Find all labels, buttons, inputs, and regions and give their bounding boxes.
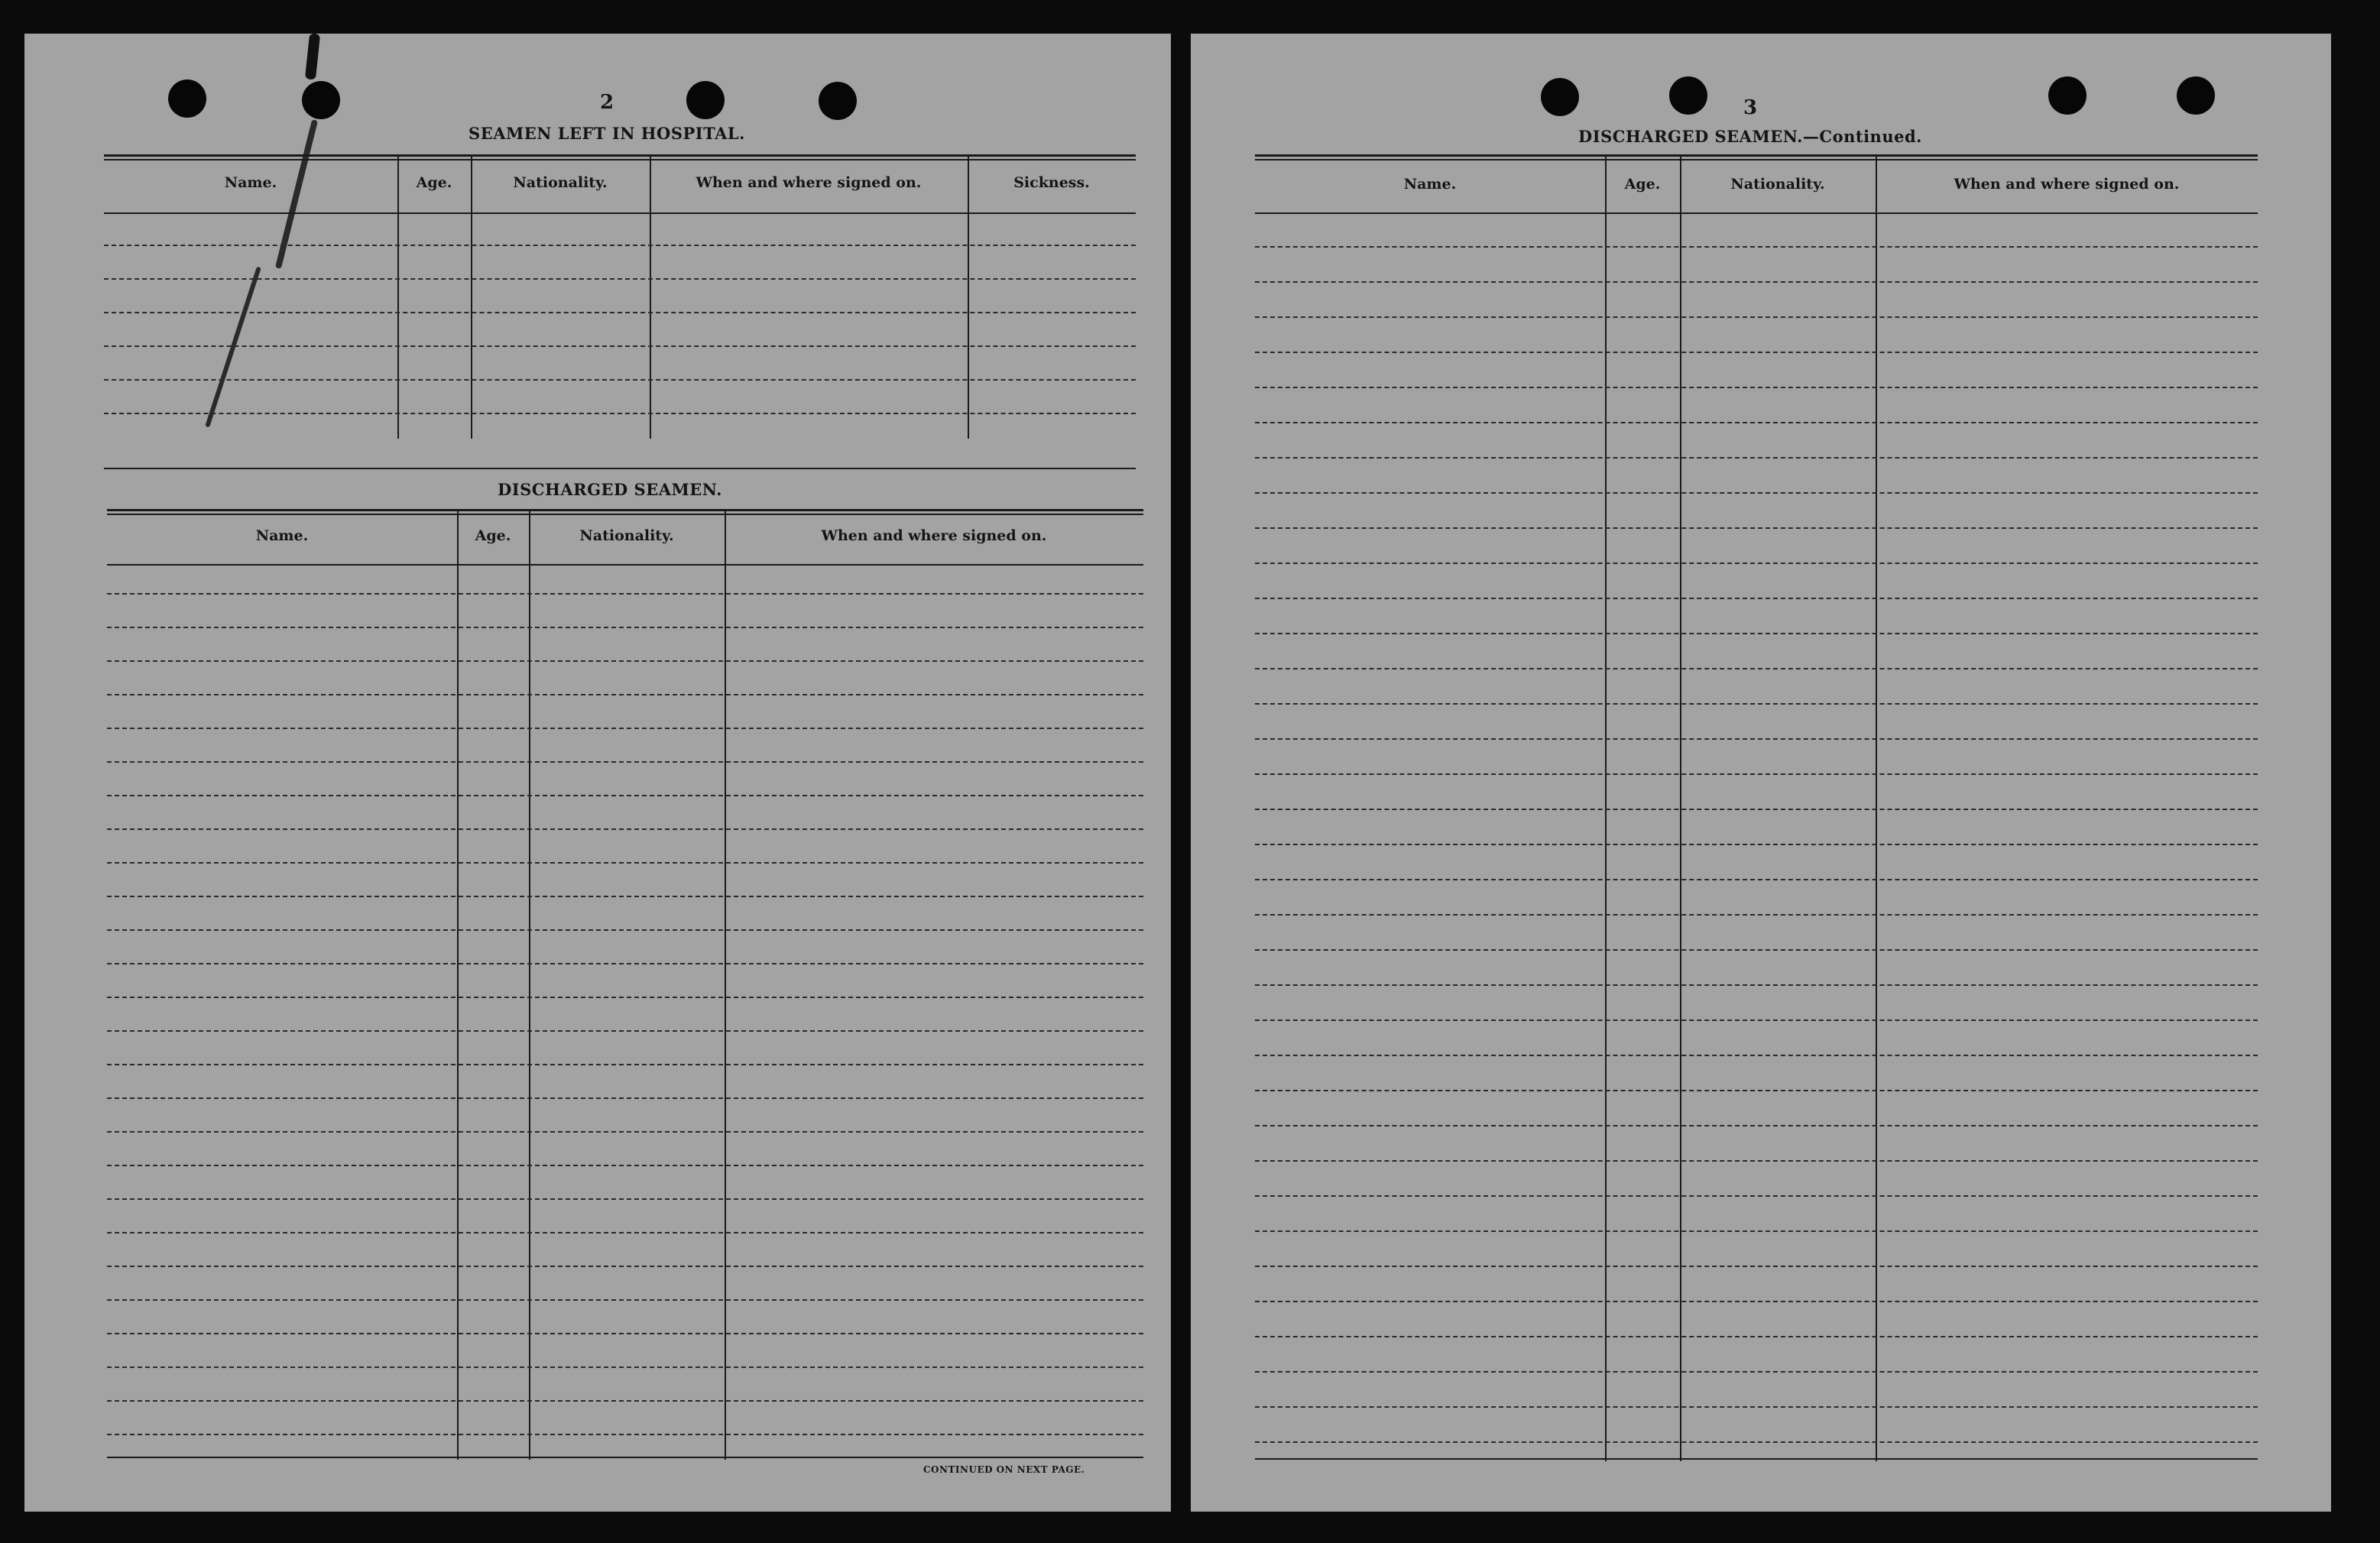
entry-line [1255,914,2258,916]
column-header-age: Age. [475,527,511,544]
table-bottom-rule [1255,1458,2258,1460]
binder-hole [302,81,340,119]
entry-line [1255,1125,2258,1126]
entry-line [1255,492,2258,494]
entry-line [1255,457,2258,459]
table-top-rule [1255,154,2258,160]
binder-hole [2048,76,2087,115]
column-divider [471,154,472,439]
column-divider [968,154,969,439]
entry-line [1255,1371,2258,1373]
header-rule [104,212,1136,214]
entry-line [1255,1195,2258,1197]
entry-line [107,1299,1143,1301]
entry-line [1255,246,2258,248]
entry-line [107,1198,1143,1200]
entry-line [1255,809,2258,810]
entry-line [107,1232,1143,1233]
entry-line [104,345,1136,347]
hospital-section-title: SEAMEN LEFT IN HOSPITAL. [469,124,745,143]
column-header-sickness: Sickness. [1013,174,1090,191]
entry-line [107,1165,1143,1166]
column-header-name: Name. [1403,176,1457,193]
entry-line [104,278,1136,280]
binder-hole [1541,78,1579,116]
hospital-table [104,154,1136,469]
entry-line [1255,1266,2258,1267]
entry-line [107,694,1143,695]
entry-line [107,1434,1143,1435]
table-bottom-rule [107,1457,1143,1458]
entry-line [107,1131,1143,1133]
entry-line [1255,703,2258,705]
entry-line [107,828,1143,830]
binder-hole [168,79,206,118]
binder-hole [2177,76,2215,115]
entry-line [1255,949,2258,951]
page-number: 3 [1743,96,1758,119]
entry-line [1255,738,2258,740]
column-header-name: Name. [224,174,277,191]
header-rule [1255,212,2258,214]
entry-line [1255,633,2258,634]
entry-line [107,1400,1143,1402]
entry-line [107,1266,1143,1267]
paper-tear-mark [305,33,320,79]
column-divider [650,154,651,439]
entry-line [107,660,1143,662]
column-header-age: Age. [1624,176,1661,193]
entry-line [107,728,1143,729]
entry-line [1255,422,2258,423]
table-top-rule [104,154,1136,160]
entry-line [107,1097,1143,1099]
column-divider [725,509,726,1460]
entry-line [1255,1230,2258,1232]
column-header-nationality: Nationality. [1730,176,1825,193]
binder-hole [686,81,725,119]
column-header-age: Age. [416,174,452,191]
entry-line [107,929,1143,931]
entry-line [1255,281,2258,283]
entry-line [1255,1160,2258,1162]
right-page [1191,34,2331,1512]
entry-line [104,413,1136,414]
column-divider [397,154,399,439]
entry-line [1255,773,2258,775]
entry-line [107,1030,1143,1032]
discharged-continued-title: DISCHARGED SEAMEN.—Continued. [1578,127,1922,146]
entry-line [1255,1301,2258,1302]
column-header-when-where: When and where signed on. [1954,176,2180,193]
entry-line [104,312,1136,313]
entry-line [107,1064,1143,1065]
column-header-nationality: Nationality. [579,527,674,544]
entry-line [1255,1090,2258,1091]
entry-line [104,379,1136,381]
entry-line [1255,879,2258,880]
binder-hole [819,82,857,120]
entry-line [107,593,1143,595]
entry-line [1255,316,2258,318]
table-bottom-rule [104,468,1136,469]
page-number: 2 [599,91,614,114]
entry-line [1255,562,2258,564]
column-divider [529,509,530,1460]
entry-line [1255,387,2258,388]
discharged-section-title: DISCHARGED SEAMEN. [498,480,722,499]
entry-line [1255,984,2258,986]
column-header-name: Name. [255,527,309,544]
column-header-nationality: Nationality. [513,174,608,191]
binder-hole [1669,76,1707,115]
entry-line [1255,527,2258,529]
entry-line [1255,1055,2258,1056]
entry-line [107,761,1143,763]
entry-line [107,1333,1143,1334]
column-header-when-where: When and where signed on. [696,174,922,191]
entry-line [107,997,1143,998]
header-rule [107,564,1143,566]
discharged-table [107,509,1143,1460]
entry-line [1255,668,2258,669]
entry-line [1255,1336,2258,1337]
column-header-when-where: When and where signed on. [821,527,1047,544]
entry-line [1255,1019,2258,1021]
entry-line [104,245,1136,246]
entry-line [107,963,1143,964]
entry-line [1255,1406,2258,1408]
table-top-rule [107,509,1143,515]
entry-line [1255,598,2258,599]
continued-note: CONTINUED ON NEXT PAGE. [923,1464,1085,1475]
entry-line [1255,844,2258,845]
entry-line [107,862,1143,864]
entry-line [1255,352,2258,353]
entry-line [107,627,1143,628]
entry-line [107,795,1143,796]
discharged-continued-table [1255,154,2258,1461]
entry-line [107,1366,1143,1368]
left-page [24,34,1171,1512]
column-divider [457,509,459,1460]
entry-line [1255,1441,2258,1443]
entry-line [107,896,1143,897]
